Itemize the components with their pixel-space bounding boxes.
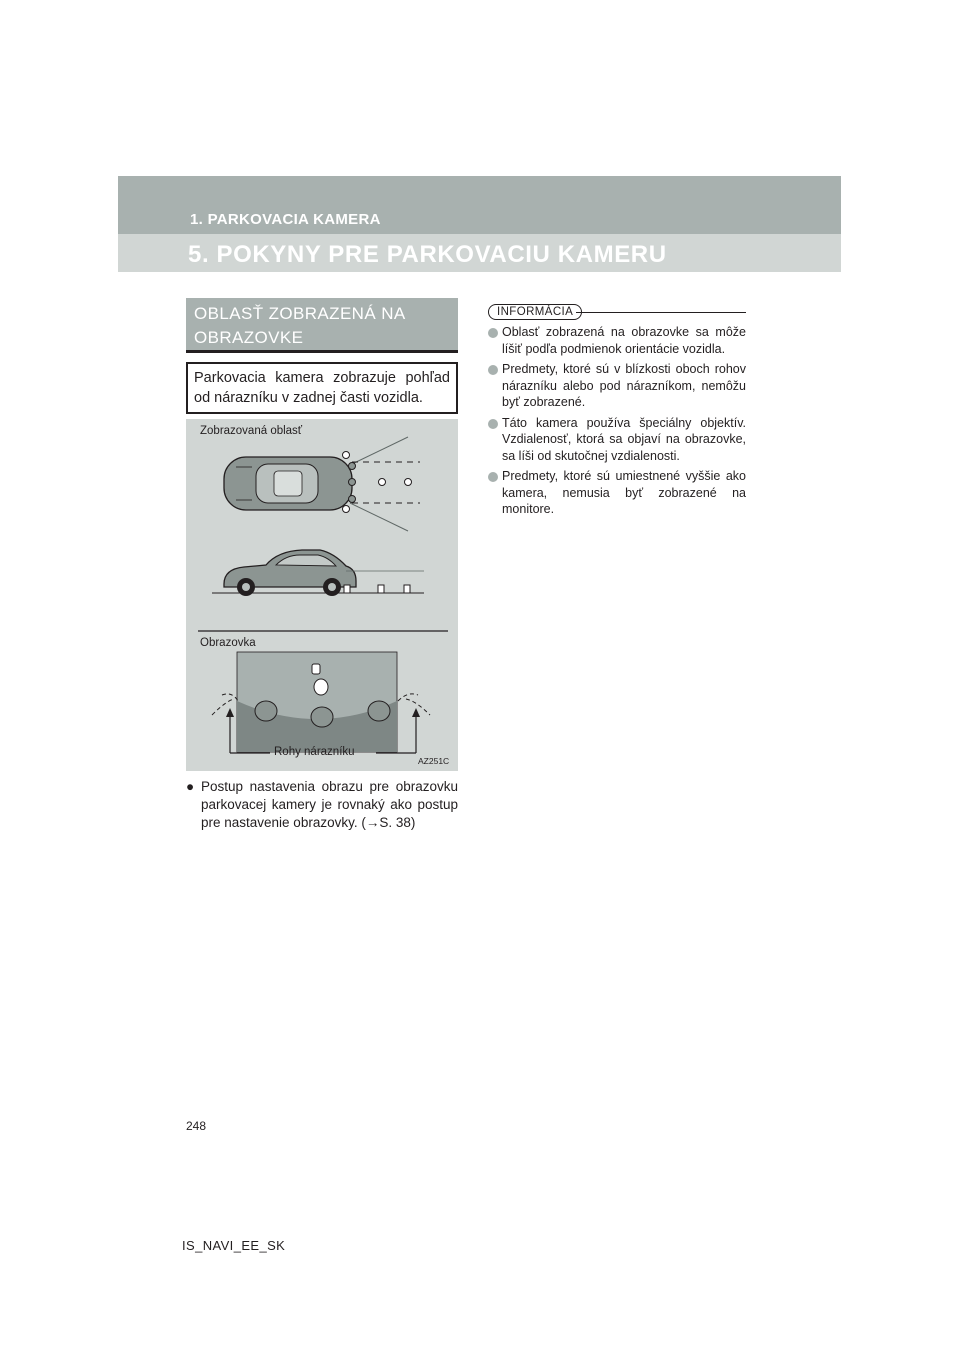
intro-box: Parkovacia kamera zobrazuje pohľad od nárazníku v zadnej časti vozidla. [186,362,458,414]
chapter-title: 1. PARKOVACIA KAMERA [190,211,381,228]
info-item [488,324,746,357]
info-item-text: Predmety, ktoré sú v blízkosti oboch rohov nárazníku alebo pod nárazníkom, nemôžu byť zobrazené. [502,362,746,409]
bullet-dot-icon [488,472,498,482]
info-item-text: Oblasť zobrazená na obrazovke sa môže líšiť podľa podmienok orientácie vozidla. [502,325,746,356]
note-bullet [186,778,458,832]
figure-code: AZ251C [418,756,450,766]
page-number: 248 [186,1119,207,1133]
note-text: Postup nastavenia obrazu pre obrazovku parkovacej kamery je rovnaký ako postup pre nastavenie obrazovky. (→S. 38) [201,779,458,830]
car-top-view-icon [224,457,352,510]
info-item [488,468,746,518]
bullet-dot-icon [488,419,498,429]
info-column [488,302,746,518]
box-heading-line2: OBRAZOVKE [194,328,304,347]
info-item-text: Predmety, ktoré sú umiestnené vyššie ako kamera, nemusia byť zobrazené na monitore. [502,469,746,516]
bullet-mark: ● [186,779,195,794]
info-badge: INFORMÁCIA [488,304,582,320]
camera-figure [186,419,458,771]
info-item-text: Táto kamera používa špeciálny objektív. Vzdialenosť, ktorá sa objaví na obrazovke, sa líši od skutočnej vzdialenosti. [502,415,746,463]
label-bumper-corners: Rohy nárazníku [274,746,355,758]
info-item [488,361,746,411]
label-displayed-area: Zobrazovaná oblasť [200,425,303,437]
box-heading-rule [186,350,458,353]
left-column [186,298,458,414]
camera-diagram [186,419,458,771]
section-title: 5. POKYNY PRE PARKOVACIU KAMERU [188,241,667,268]
box-heading-line1: OBLASŤ ZOBRAZENÁ NA [194,304,406,323]
bullet-dot-icon [488,328,498,338]
label-screen: Obrazovka [200,637,256,649]
document-code: IS_NAVI_EE_SK [182,1238,286,1253]
info-rule [576,312,746,313]
box-heading [186,298,458,350]
bullet-dot-icon [488,365,498,375]
info-item [488,415,746,465]
screen-view [212,652,430,752]
car-side-view-icon [224,550,356,596]
